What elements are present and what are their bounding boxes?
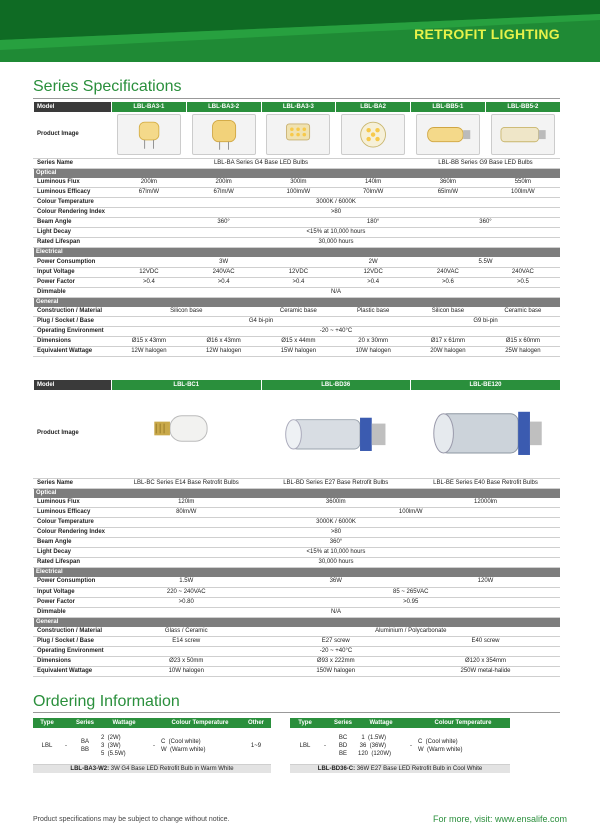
section-title-ordering: Ordering Information	[33, 693, 180, 710]
plug-row: Plug / Socket / Base G4 bi-pin G9 bi-pin	[34, 317, 561, 327]
series-name-row: Series Name LBL-BC Series E14 Base Retrofit Bulbs LBL-BD Series E27 Base Retrofit Bulbs LBL-BE Series E40 Base Retrofit Bulbs	[34, 478, 561, 488]
e27-corn-bulb-image	[272, 394, 399, 473]
input-voltage-row: Input Voltage 12VDC 240VAC 12VDC 12VDC 240VAC 240VAC	[34, 267, 561, 277]
model-name: LBL-BB5-2	[485, 102, 560, 112]
section-title-specifications: Series Specifications	[33, 78, 182, 95]
e14-pygmy-bulb-image	[123, 394, 250, 473]
series-name-row	[34, 158, 561, 168]
light-decay-row: Light Decay <15% at 10,000 hours	[34, 228, 561, 238]
dimmable-row: Dimmable N/A	[34, 607, 561, 617]
luminous-flux-row: Luminous Flux 120lm 3600lm 12000lm	[34, 498, 561, 508]
product-image-cell	[112, 112, 187, 158]
operating-environment-row: Operating Environment -20 ~ +40°C	[34, 647, 561, 657]
model-name: LBL-BD36	[261, 380, 411, 390]
ordering-header-row: Type Series Wattage Colour Temperature	[290, 718, 510, 728]
equivalent-wattage-row: Equivalent Wattage 12W halogen 12W halogen 15W halogen 10W halogen 20W halogen 25W halogen	[34, 347, 561, 357]
section-optical: Optical	[34, 488, 561, 498]
footer-disclaimer: Product specifications may be subject to change without notice.	[33, 816, 230, 823]
section-electrical: Electrical	[34, 248, 561, 258]
luminous-efficacy-row: Luminous Efficacy 67lm/W 67lm/W 100lm/W 70lm/W 65lm/W 100lm/W	[34, 188, 561, 198]
e40-corn-bulb-image	[422, 394, 550, 473]
banner-title: RETROFIT LIGHTING	[414, 26, 560, 42]
g4-capsule-bulb-image	[192, 114, 256, 155]
equivalent-wattage-row: Equivalent Wattage 10W halogen 150W halogen 250W metal-halide	[34, 667, 561, 677]
model-row	[34, 102, 561, 112]
product-image-cell	[261, 112, 336, 158]
g4-led-corn-bulb-image	[266, 114, 330, 155]
construction-row: Construction / Material Silicon base Ceramic base Plastic base Silicon base Ceramic base	[34, 307, 561, 317]
model-name: LBL-BE120	[411, 380, 561, 390]
dimensions-row: Dimensions Ø23 x 50mm Ø93 x 222mm Ø120 x 354mm	[34, 657, 561, 667]
series-name-value: LBL-BA Series G4 Base LED Bulbs	[112, 158, 411, 168]
power-factor-row: Power Factor >0.80 >0.95	[34, 597, 561, 607]
power-consumption-row: Power Consumption 3W 2W 5.5W	[34, 257, 561, 267]
colour-temperature-row: Colour Temperature 3000K / 6000K	[34, 198, 561, 208]
g4-capsule-bulb-image	[117, 114, 181, 155]
rated-lifespan-row: Rated Lifespan 30,000 hours	[34, 238, 561, 248]
ordering-body-row: LBL - BC BD BE 1 (1.5W) 36 (36W) 120 (120W) - C (Cool white) W (Warm white)	[290, 728, 510, 764]
section-divider	[33, 98, 560, 99]
product-image-cell	[485, 112, 560, 158]
operating-environment-row: Operating Environment -20 ~ +40°C	[34, 327, 561, 337]
model-label: Model	[34, 102, 112, 112]
g4-disc-bulb-image	[341, 114, 405, 155]
power-factor-row: Power Factor >0.4 >0.4 >0.4 >0.4 >0.6 >0.5	[34, 277, 561, 287]
power-consumption-row: Power Consumption 1.5W 36W 120W	[34, 577, 561, 587]
section-electrical: Electrical	[34, 568, 561, 578]
luminous-flux-row: Luminous Flux 200lm 200lm 300lm 140lm 360lm 550lm	[34, 178, 561, 188]
model-name: LBL-BA3-3	[261, 102, 336, 112]
colour-temperature-row: Colour Temperature 3000K / 6000K	[34, 518, 561, 528]
model-row: Model LBL-BC1 LBL-BD36 LBL-BE120	[34, 380, 561, 390]
plug-row: Plug / Socket / Base E14 screw E27 screw E40 screw	[34, 637, 561, 647]
cri-row: Colour Rendering Index >80	[34, 208, 561, 218]
product-image-cell	[261, 390, 411, 478]
product-image-cell	[336, 112, 411, 158]
beam-angle-row: Beam Angle 360°	[34, 538, 561, 548]
spec-table-2	[33, 380, 560, 677]
light-decay-row: Light Decay <15% at 10,000 hours	[34, 548, 561, 558]
ordering-example-row: LBL-BA3-W2: 3W G4 Base LED Retrofit Bulb in Warm White	[33, 764, 271, 773]
beam-angle-row: Beam Angle 360° 180° 360°	[34, 218, 561, 228]
ordering-table-1	[33, 718, 271, 773]
footer-website-link[interactable]: For more, visit: www.ensalife.com	[432, 814, 567, 824]
series-name-value: LBL-BB Series G9 Base LED Bulbs	[411, 158, 561, 168]
section-divider	[33, 712, 560, 713]
input-voltage-row: Input Voltage 220 ~ 240VAC 85 ~ 265VAC	[34, 587, 561, 597]
g9-capsule-bulb-image	[416, 114, 480, 155]
model-name: LBL-BB5-1	[411, 102, 486, 112]
luminous-efficacy-row: Luminous Efficacy 80lm/W 100lm/W	[34, 508, 561, 518]
ordering-body-row: LBL - BA BB 2 (2W) 3 (3W) 5 (5.5W) - C (Cool white) W (Warm white) 1~9	[33, 728, 271, 764]
product-image-label: Product Image	[34, 112, 112, 158]
section-general: General	[34, 297, 561, 307]
dimmable-row: Dimmable N/A	[34, 287, 561, 297]
model-name: LBL-BC1	[112, 380, 262, 390]
ordering-header-row: Type Series Wattage Colour Temperature Other	[33, 718, 271, 728]
section-general: General	[34, 617, 561, 627]
header-banner	[0, 0, 600, 62]
model-name: LBL-BA3-1	[112, 102, 187, 112]
product-image-row	[34, 112, 561, 158]
product-image-cell	[186, 112, 261, 158]
ordering-table-2	[290, 718, 510, 773]
construction-row: Construction / Material Glass / Ceramic Aluminium / Polycarbonate	[34, 627, 561, 637]
spec-table-1	[33, 102, 560, 357]
ordering-example-row: LBL-BD36-C: 36W E27 Base LED Retrofit Bulb in Cool White	[290, 764, 510, 773]
product-image-cell	[411, 112, 486, 158]
model-name: LBL-BA3-2	[186, 102, 261, 112]
rated-lifespan-row: Rated Lifespan 30,000 hours	[34, 558, 561, 568]
product-image-cell	[112, 390, 262, 478]
dimensions-row: Dimensions Ø15 x 43mm Ø16 x 43mm Ø15 x 44mm 20 x 30mm Ø17 x 61mm Ø15 x 60mm	[34, 337, 561, 347]
model-name: LBL-BA2	[336, 102, 411, 112]
section-optical: Optical	[34, 168, 561, 178]
cri-row: Colour Rendering Index >80	[34, 528, 561, 538]
product-image-cell	[411, 390, 561, 478]
g9-corn-bulb-image	[491, 114, 556, 155]
series-name-label: Series Name	[34, 158, 112, 168]
product-image-row: Product Image	[34, 390, 561, 478]
